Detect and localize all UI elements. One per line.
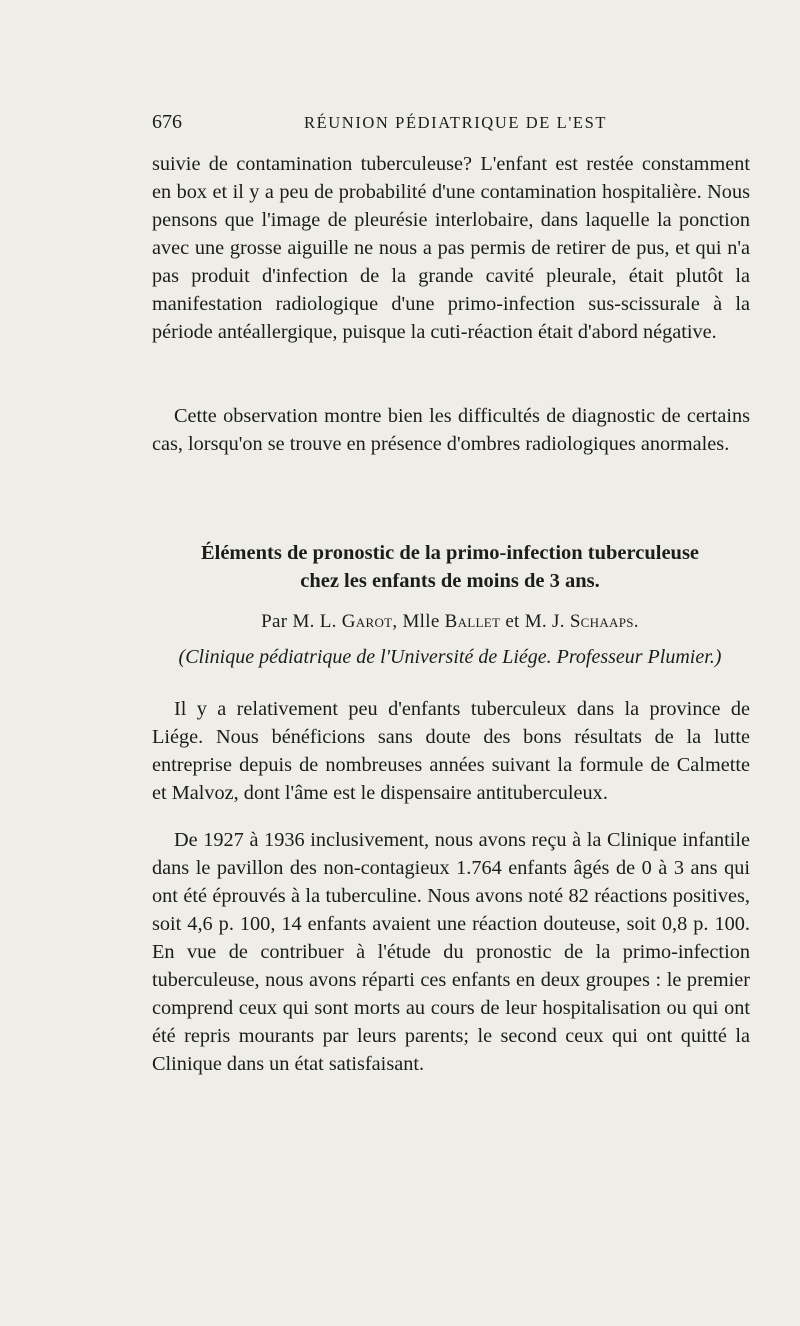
page-number: 676 (152, 111, 182, 133)
author-1-initials: M. L. (292, 611, 337, 632)
article-paragraph (152, 695, 750, 807)
author-3-surname: Schaaps (569, 611, 634, 632)
article-paragraph-2-text: De 1927 à 1936 inclusivement, nous avons reçu à la Clinique infantile dans le pavillon des non-contagieux 1.764 enfants âgés de 0 à 3 ans qui ont été éprouvés à la tuberculine. Nous avons noté 82 réactions positives, soit 4,6 p. 100, 14 enfants avaient une réaction douteuse, soit 0,8 p. 100. En vue de contribuer à l'étude du pronostic de la primo-infection tuberculeuse, nous avons réparti ces enfants en deux groupes : le premier comprend ceux qui sont morts au cours de leur hospitalisation ou qui ont été repris mourants par leurs parents; le second ceux qui ont quitté la Clinique dans un état satisfaisant. (152, 829, 750, 1075)
observation-conclusion-text: Cette observation montre bien les difficultés de diagnostic de certains cas, lorsqu'on se trouve en présence d'ombres radiologiques anormales. (152, 405, 750, 455)
author-2-surname: Ballet (444, 611, 501, 632)
observation-conclusion-paragraph (152, 402, 750, 458)
authors-prefix: Par (261, 611, 288, 632)
article-title-line-1: Éléments de pronostic de la primo-infection tuberculeuse (200, 542, 700, 564)
article-authors: Par M. L. Garot, Mlle Ballet et M. J. Schaaps. (261, 611, 639, 632)
continuation-paragraph-text: suivie de contamination tuberculeuse? L'enfant est restée constamment en box et il y a peu de probabilité d'une contamination hospitalière. Nous pensons que l'image de pleurésie interlobaire, dans laquelle la ponction avec une grosse aiguille ne nous a pas permis de retirer de pus, et qui n'a pas produit d'infection de la grande cavité pleurale, était plutôt la manifestation radiologique d'une primo-infection sus-scissurale à la période antéallergique, puisque la cuti-réaction était d'abord négative. (152, 153, 750, 343)
running-title: RÉUNION PÉDIATRIQUE DE L'EST (304, 113, 608, 132)
author-1-surname: Garot (341, 611, 393, 632)
article-affiliation: (Clinique pédiatrique de l'Université de Liége. Professeur Plumier.) (178, 646, 722, 668)
author-2-title: Mlle (402, 611, 440, 632)
continuation-paragraph (152, 150, 750, 346)
article-paragraph (152, 826, 750, 1078)
author-3-initials: M. J. (524, 611, 565, 632)
article-title (120, 539, 780, 595)
running-header (152, 111, 758, 141)
article-title-line-2: chez les enfants de moins de 3 ans. (300, 570, 600, 592)
authors-conjunction: et (505, 611, 520, 632)
article-paragraph-1-text: Il y a relativement peu d'enfants tuberculeux dans la province de Liége. Nous bénéficions sans doute des bons résultats de la lutte entreprise depuis de nombreuses années suivant la formule de Calmette et Malvoz, dont l'âme est le dispensaire antituberculeux. (152, 698, 750, 804)
